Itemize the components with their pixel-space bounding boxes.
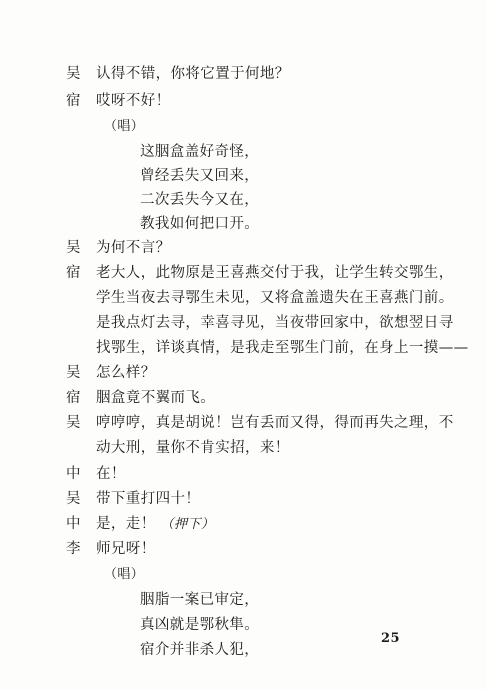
verse-line: 二次丢失今又在，	[140, 192, 260, 208]
dialogue-line	[96, 515, 214, 534]
speaker-label: 吴	[66, 491, 81, 507]
speaker-label: 中	[66, 516, 81, 532]
dialogue-line: 哼哼哼，真是胡说！岂有丢而又得，得而再失之理，不	[96, 415, 454, 431]
verse-line: 教我如何把口开。	[140, 216, 260, 232]
speaker-label: 宿	[66, 265, 81, 281]
speaker-label: 吴	[66, 66, 81, 82]
dialogue-line: 哎呀不好！	[96, 93, 171, 109]
dialogue-line: 胭盒竟不翼而飞。	[96, 390, 216, 406]
stage-direction: （唱）	[104, 119, 145, 134]
page-number: 25	[381, 631, 401, 646]
verse-line: 宿介并非杀人犯，	[140, 642, 260, 658]
verse-line: 曾经丢失又回来，	[140, 168, 260, 184]
verse-line: 真凶就是鄂秋隼。	[140, 617, 260, 633]
dialogue-continuation: 学生当夜去寻鄂生未见，又将盒盖遗失在王喜燕门前。	[96, 290, 454, 306]
dialogue-continuation: 是我点灯去寻，幸喜寻见，当夜带回家中，欲想翌日寻	[96, 315, 454, 331]
stage-direction: （唱）	[104, 567, 145, 582]
dialogue-line: 怎么样？	[96, 365, 156, 381]
speaker-label: 吴	[66, 415, 81, 431]
dialogue-line: 为何不言？	[96, 240, 171, 256]
dialogue-line: 老大人，此物原是王喜燕交付于我，让学生转交鄂生，	[96, 265, 454, 281]
dialogue-text: 是，走！	[96, 516, 156, 532]
dialogue-continuation: 找鄂生，详谈真情，是我走至鄂生门前，在身上一摸——	[96, 340, 469, 356]
dialogue-continuation: 动大刑，量你不肯实招，来！	[96, 440, 290, 456]
speaker-label: 宿	[66, 93, 81, 109]
speaker-label: 中	[66, 466, 81, 482]
verse-line: 这胭盒盖好奇怪，	[140, 144, 260, 160]
dialogue-line: 师兄呀！	[96, 541, 156, 557]
speaker-label: 吴	[66, 365, 81, 381]
stage-direction-inline: （押下）	[160, 517, 215, 532]
speaker-label: 吴	[66, 240, 81, 256]
dialogue-line: 认得不错，你将它置于何地？	[96, 66, 290, 82]
speaker-label: 李	[66, 541, 81, 557]
dialogue-line: 带下重打四十！	[96, 491, 201, 507]
verse-line: 胭脂一案已审定，	[140, 592, 260, 608]
dialogue-line: 在！	[96, 466, 126, 482]
speaker-label: 宿	[66, 390, 81, 406]
